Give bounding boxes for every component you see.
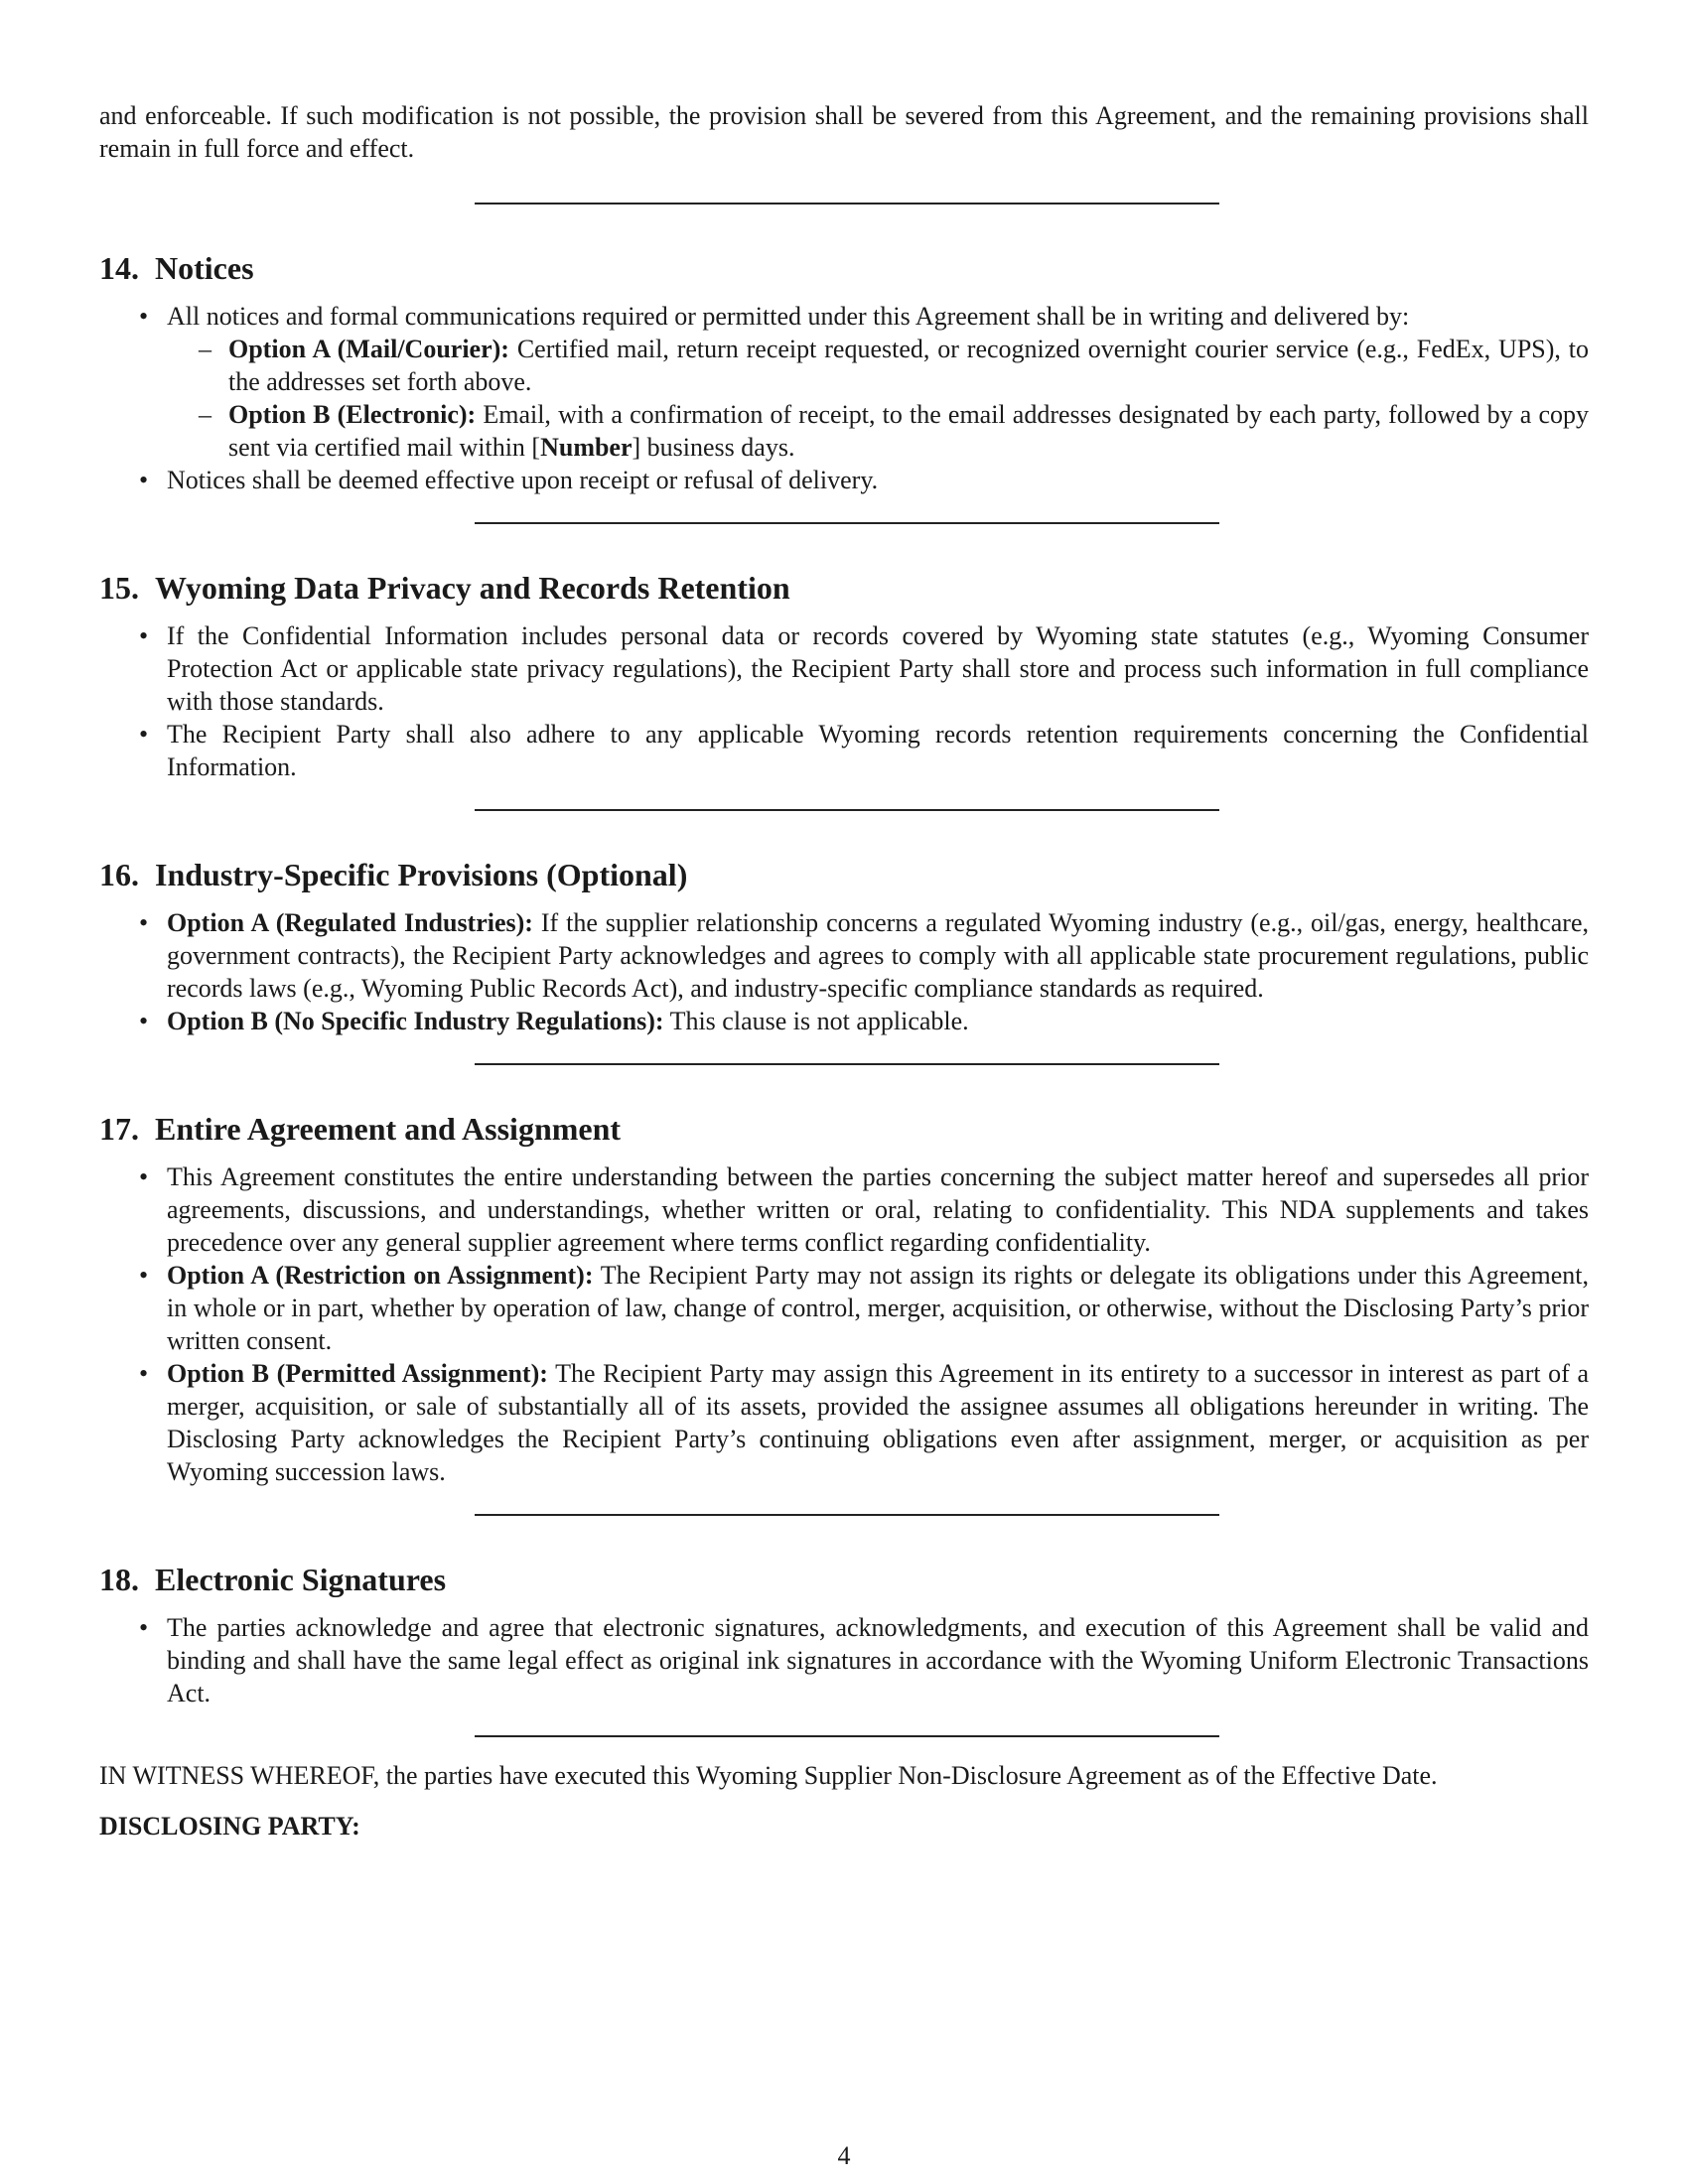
- option-text-end: ] business days.: [632, 433, 795, 462]
- list-item: [99, 1005, 1589, 1037]
- intro-paragraph: and enforceable. If such modification is not possible, the provision shall be severed from this Agreement, and the remaining provisions shall remain in full force and effect.: [99, 101, 1589, 163]
- section-number: 15.: [99, 570, 139, 606]
- option-label: Option B (No Specific Industry Regulations):: [167, 1007, 664, 1035]
- section-number: 18.: [99, 1562, 139, 1597]
- bullet-list: [99, 1160, 1589, 1488]
- list-item-text: The Recipient Party shall also adhere to any applicable Wyoming records retention requirements concerning the Confidential Information.: [167, 720, 1589, 781]
- list-item-text: All notices and formal communications required or permitted under this Agreement shall be in writing and delivered by:: [167, 302, 1410, 331]
- section-title: Industry-Specific Provisions (Optional): [155, 857, 688, 892]
- section-divider: [475, 1514, 1219, 1516]
- section-divider: [475, 522, 1219, 524]
- list-item-text: The Recipient Party may assign this Agreement in its entirety to a successor in interest as part of a merger, acquisition, or sale of substantially all of its assets, provided the assignee assumes all obligations hereunder in writing. The Disclosing Party acknowledges the Recipient Party’s continuing obligations even after assignment, merger, or acquisition as per Wyoming succession laws.: [167, 1359, 1589, 1486]
- list-item: [99, 718, 1589, 783]
- option-text: Email, with a confirmation of receipt, to the email addresses designated by each party, followed by a copy sent via certified mail within [: [228, 400, 1589, 462]
- list-item: [99, 906, 1589, 1005]
- section-number: 14.: [99, 250, 139, 286]
- list-item-text: This clause is not applicable.: [669, 1007, 969, 1035]
- option-label: Option B (Permitted Assignment):: [167, 1359, 548, 1388]
- document-body: [99, 99, 1589, 1843]
- bullet-list: [99, 1611, 1589, 1709]
- section-heading: [99, 1109, 1589, 1149]
- list-item-text: Notices shall be deemed effective upon receipt or refusal of delivery.: [167, 466, 879, 494]
- section-heading: [99, 248, 1589, 288]
- witness-statement: IN WITNESS WHEREOF, the parties have executed this Wyoming Supplier Non-Disclosure Agreement as of the Effective Date.: [99, 1761, 1438, 1790]
- section-entire-agreement: [99, 1109, 1589, 1488]
- section-title: Entire Agreement and Assignment: [155, 1111, 622, 1147]
- list-item: [99, 1160, 1589, 1259]
- section-notices: [99, 248, 1589, 496]
- list-item: [99, 464, 1589, 496]
- list-item-text: If the supplier relationship concerns a regulated Wyoming industry (e.g., oil/gas, energy, healthcare, government contracts), the Recipient Party acknowledges and agrees to comply with all applicable state procurement regulations, public records laws (e.g., Wyoming Public Records Act), and industry-specific compliance standards as required.: [167, 908, 1590, 1003]
- section-divider: [475, 1735, 1219, 1737]
- bullet-list: [99, 300, 1589, 496]
- sub-list: [167, 333, 1589, 464]
- list-item: [99, 619, 1589, 718]
- option-label: Option A (Regulated Industries):: [167, 908, 533, 937]
- bullet-list: [99, 619, 1589, 783]
- sub-list-item: [167, 333, 1589, 398]
- sub-list-item: [167, 398, 1589, 464]
- placeholder-number: Number: [540, 433, 633, 462]
- option-label: Option B (Electronic):: [228, 400, 477, 429]
- section-title: Electronic Signatures: [155, 1562, 447, 1597]
- list-item-text: The parties acknowledge and agree that electronic signatures, acknowledgments, and execution of this Agreement shall be valid and binding and shall have the same legal effect as original ink signatures in accordance with the Wyoming Uniform Electronic Transactions Act.: [167, 1613, 1589, 1707]
- section-number: 16.: [99, 857, 139, 892]
- list-item: [99, 300, 1589, 464]
- section-number: 17.: [99, 1111, 139, 1147]
- section-title: Wyoming Data Privacy and Records Retention: [155, 570, 790, 606]
- section-divider: [475, 809, 1219, 811]
- section-heading: [99, 568, 1589, 608]
- section-electronic-signatures: [99, 1560, 1589, 1709]
- list-item-text: This Agreement constitutes the entire understanding between the parties concerning the subject matter hereof and supersedes all prior agreements, discussions, and understandings, whether written or oral, relating to confidentiality. This NDA supplements and takes precedence over any general supplier agreement where terms conflict regarding confidentiality.: [167, 1162, 1589, 1257]
- list-item-text: If the Confidential Information includes personal data or records covered by Wyoming state statutes (e.g., Wyoming Consumer Protection Act or applicable state privacy regulations), the Recipient Party shall store and process such information in full compliance with those standards.: [167, 621, 1589, 716]
- section-heading: [99, 1560, 1589, 1599]
- bullet-list: [99, 906, 1589, 1037]
- option-label: Option A (Restriction on Assignment):: [167, 1261, 594, 1290]
- option-text: Certified mail, return receipt requested, or recognized overnight courier service (e.g., FedEx, UPS), to the addresses set forth above.: [228, 335, 1589, 396]
- option-label: Option A (Mail/Courier):: [228, 335, 509, 363]
- list-item-text: The Recipient Party may not assign its rights or delegate its obligations under this Agreement, in whole or in part, whether by operation of law, change of control, merger, acquisition, or otherwise, without the Disclosing Party’s prior written consent.: [167, 1261, 1589, 1355]
- section-title: Notices: [155, 250, 254, 286]
- section-divider: [475, 203, 1219, 205]
- section-data-privacy: [99, 568, 1589, 783]
- list-item: [99, 1611, 1589, 1709]
- section-industry-provisions: [99, 855, 1589, 1037]
- list-item: [99, 1357, 1589, 1488]
- page-number: 4: [837, 2141, 851, 2170]
- section-divider: [475, 1063, 1219, 1065]
- disclosing-party-label: DISCLOSING PARTY:: [99, 1812, 360, 1841]
- section-heading: [99, 855, 1589, 894]
- list-item: [99, 1259, 1589, 1357]
